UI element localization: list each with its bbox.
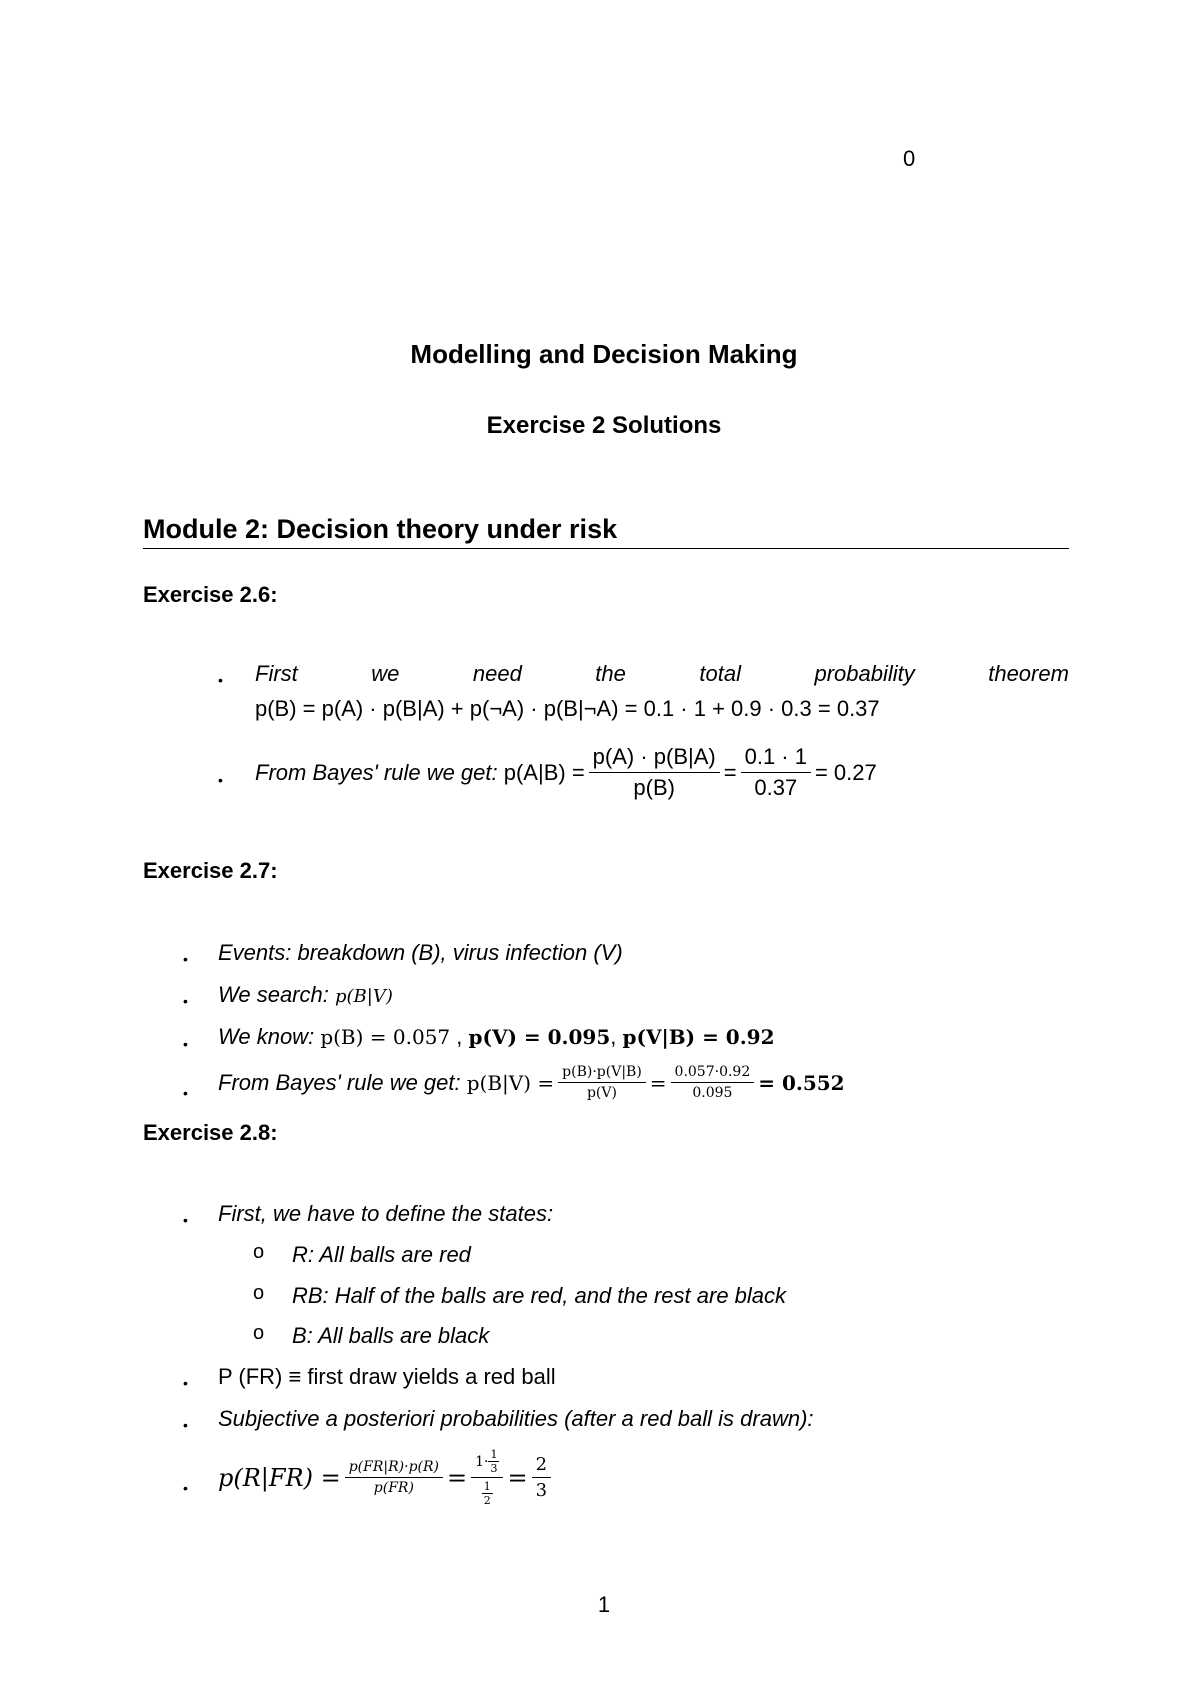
page-marker: 0	[903, 146, 916, 171]
equals-sign: =	[649, 1070, 667, 1095]
search-line	[218, 982, 393, 1008]
state-item: B: All balls are black	[292, 1323, 490, 1348]
equals-sign: =	[447, 1463, 468, 1492]
search-expression: p(B|V)	[334, 986, 393, 1007]
denominator: 3	[535, 1480, 548, 1501]
denominator: 0.37	[754, 775, 798, 800]
bayes-label: From Bayes' rule we get:	[218, 1069, 461, 1095]
numerator: 0.1 · 1	[741, 744, 811, 773]
fraction	[741, 744, 811, 801]
word: need	[472, 661, 522, 686]
word: total	[699, 661, 741, 686]
numerator: p(FR|R)·p(R)	[345, 1459, 443, 1478]
denominator: p(V)	[586, 1085, 617, 1101]
exercise-2-7-heading: Exercise 2.7:	[143, 858, 278, 883]
bullet: •	[183, 1417, 188, 1433]
result: = 0.27	[814, 759, 877, 785]
bullet: •	[183, 993, 188, 1009]
state-item: RB: Half of the balls are red, and the rest are black	[292, 1283, 787, 1308]
module-heading: Module 2: Decision theory under risk	[143, 514, 618, 544]
bullet: •	[183, 1085, 188, 1101]
formula-lhs: p(R|FR) =	[218, 1463, 341, 1492]
fr-definition: P (FR) ≡ first draw yields a red ball	[218, 1364, 556, 1389]
fraction	[345, 1459, 443, 1496]
bullet: •	[183, 1480, 188, 1496]
denominator: p(FR)	[373, 1480, 414, 1496]
bullet: •	[183, 1375, 188, 1391]
numerator: 0.057·0.92	[671, 1064, 755, 1083]
known-values-line	[218, 1024, 775, 1050]
denominator	[478, 1478, 497, 1507]
bullet: •	[183, 951, 188, 967]
numerator: p(B)·p(V|B)	[558, 1064, 646, 1083]
result: = 0.552	[758, 1070, 845, 1095]
inner-numerator: 1	[490, 1448, 498, 1461]
word: probability	[814, 661, 915, 686]
word: we	[371, 661, 400, 686]
numerator: 2	[532, 1454, 551, 1478]
bullet: •	[183, 1036, 188, 1052]
compound-fraction	[471, 1448, 503, 1507]
word: theorem	[988, 661, 1069, 686]
bullet: •	[183, 1212, 188, 1228]
state-item: R: All balls are red	[292, 1242, 471, 1267]
numerator	[471, 1448, 503, 1478]
page-number: 1	[597, 1592, 611, 1617]
search-label: We search:	[218, 982, 329, 1007]
inner-fraction	[488, 1448, 499, 1475]
sub-bullet: o	[253, 1322, 265, 1344]
fraction	[671, 1064, 755, 1101]
posterior-formula	[218, 1448, 555, 1507]
fraction	[558, 1064, 646, 1101]
exercise-2-6-heading: Exercise 2.6:	[143, 582, 278, 607]
inner-denominator: 3	[490, 1462, 498, 1475]
total-probability-formula: p(B) = p(A) · p(B|A) + p(¬A) · p(B|¬A) = 0.1 · 1 + 0.9 · 0.3 = 0.37	[255, 696, 880, 721]
equals-sign: =	[723, 759, 737, 785]
separator: ,	[450, 1024, 463, 1049]
inner-denominator: 2	[483, 1494, 491, 1507]
fraction	[589, 744, 720, 801]
bullet: •	[218, 772, 223, 788]
bayes-lhs: p(A|B) =	[503, 759, 585, 785]
exercise-2-8-heading: Exercise 2.8:	[143, 1120, 278, 1145]
sub-bullet: o	[253, 1282, 265, 1304]
numerator: p(A) · p(B|A)	[589, 744, 720, 773]
inner-numerator: 1	[483, 1480, 491, 1493]
known-p-b: p(B) = 0.057	[320, 1025, 451, 1049]
word: the	[595, 661, 626, 686]
document-subtitle: Exercise 2 Solutions	[486, 412, 722, 439]
events-text: Events: breakdown (B), virus infection (V)	[218, 940, 623, 965]
sub-bullet: o	[253, 1241, 265, 1263]
bayes-lhs: p(B|V) =	[466, 1070, 555, 1095]
result-fraction	[532, 1454, 551, 1501]
known-p-v-given-b: p(V|B) = 0.92	[622, 1025, 775, 1049]
ex26-bayes-formula	[255, 744, 877, 801]
numerator-lead: 1·	[475, 1453, 489, 1470]
know-label: We know:	[218, 1024, 315, 1049]
posterior-intro: Subjective a posteriori probabilities (after a red ball is drawn):	[218, 1406, 814, 1431]
module-heading-rule	[143, 548, 1069, 549]
inner-fraction	[482, 1480, 493, 1507]
document-title: Modelling and Decision Making	[410, 339, 798, 369]
denominator: 0.095	[692, 1085, 733, 1101]
ex27-bayes-formula	[218, 1064, 845, 1101]
denominator: p(B)	[633, 775, 675, 800]
known-p-v: p(V) = 0.095	[468, 1025, 611, 1049]
word: First	[255, 661, 298, 686]
ex26-bullet1-sentence	[255, 661, 1069, 687]
bullet: •	[218, 672, 223, 688]
states-intro: First, we have to define the states:	[218, 1201, 554, 1226]
separator: ,	[610, 1024, 617, 1049]
equals-sign: =	[507, 1463, 528, 1492]
bayes-label: From Bayes' rule we get:	[255, 759, 498, 785]
